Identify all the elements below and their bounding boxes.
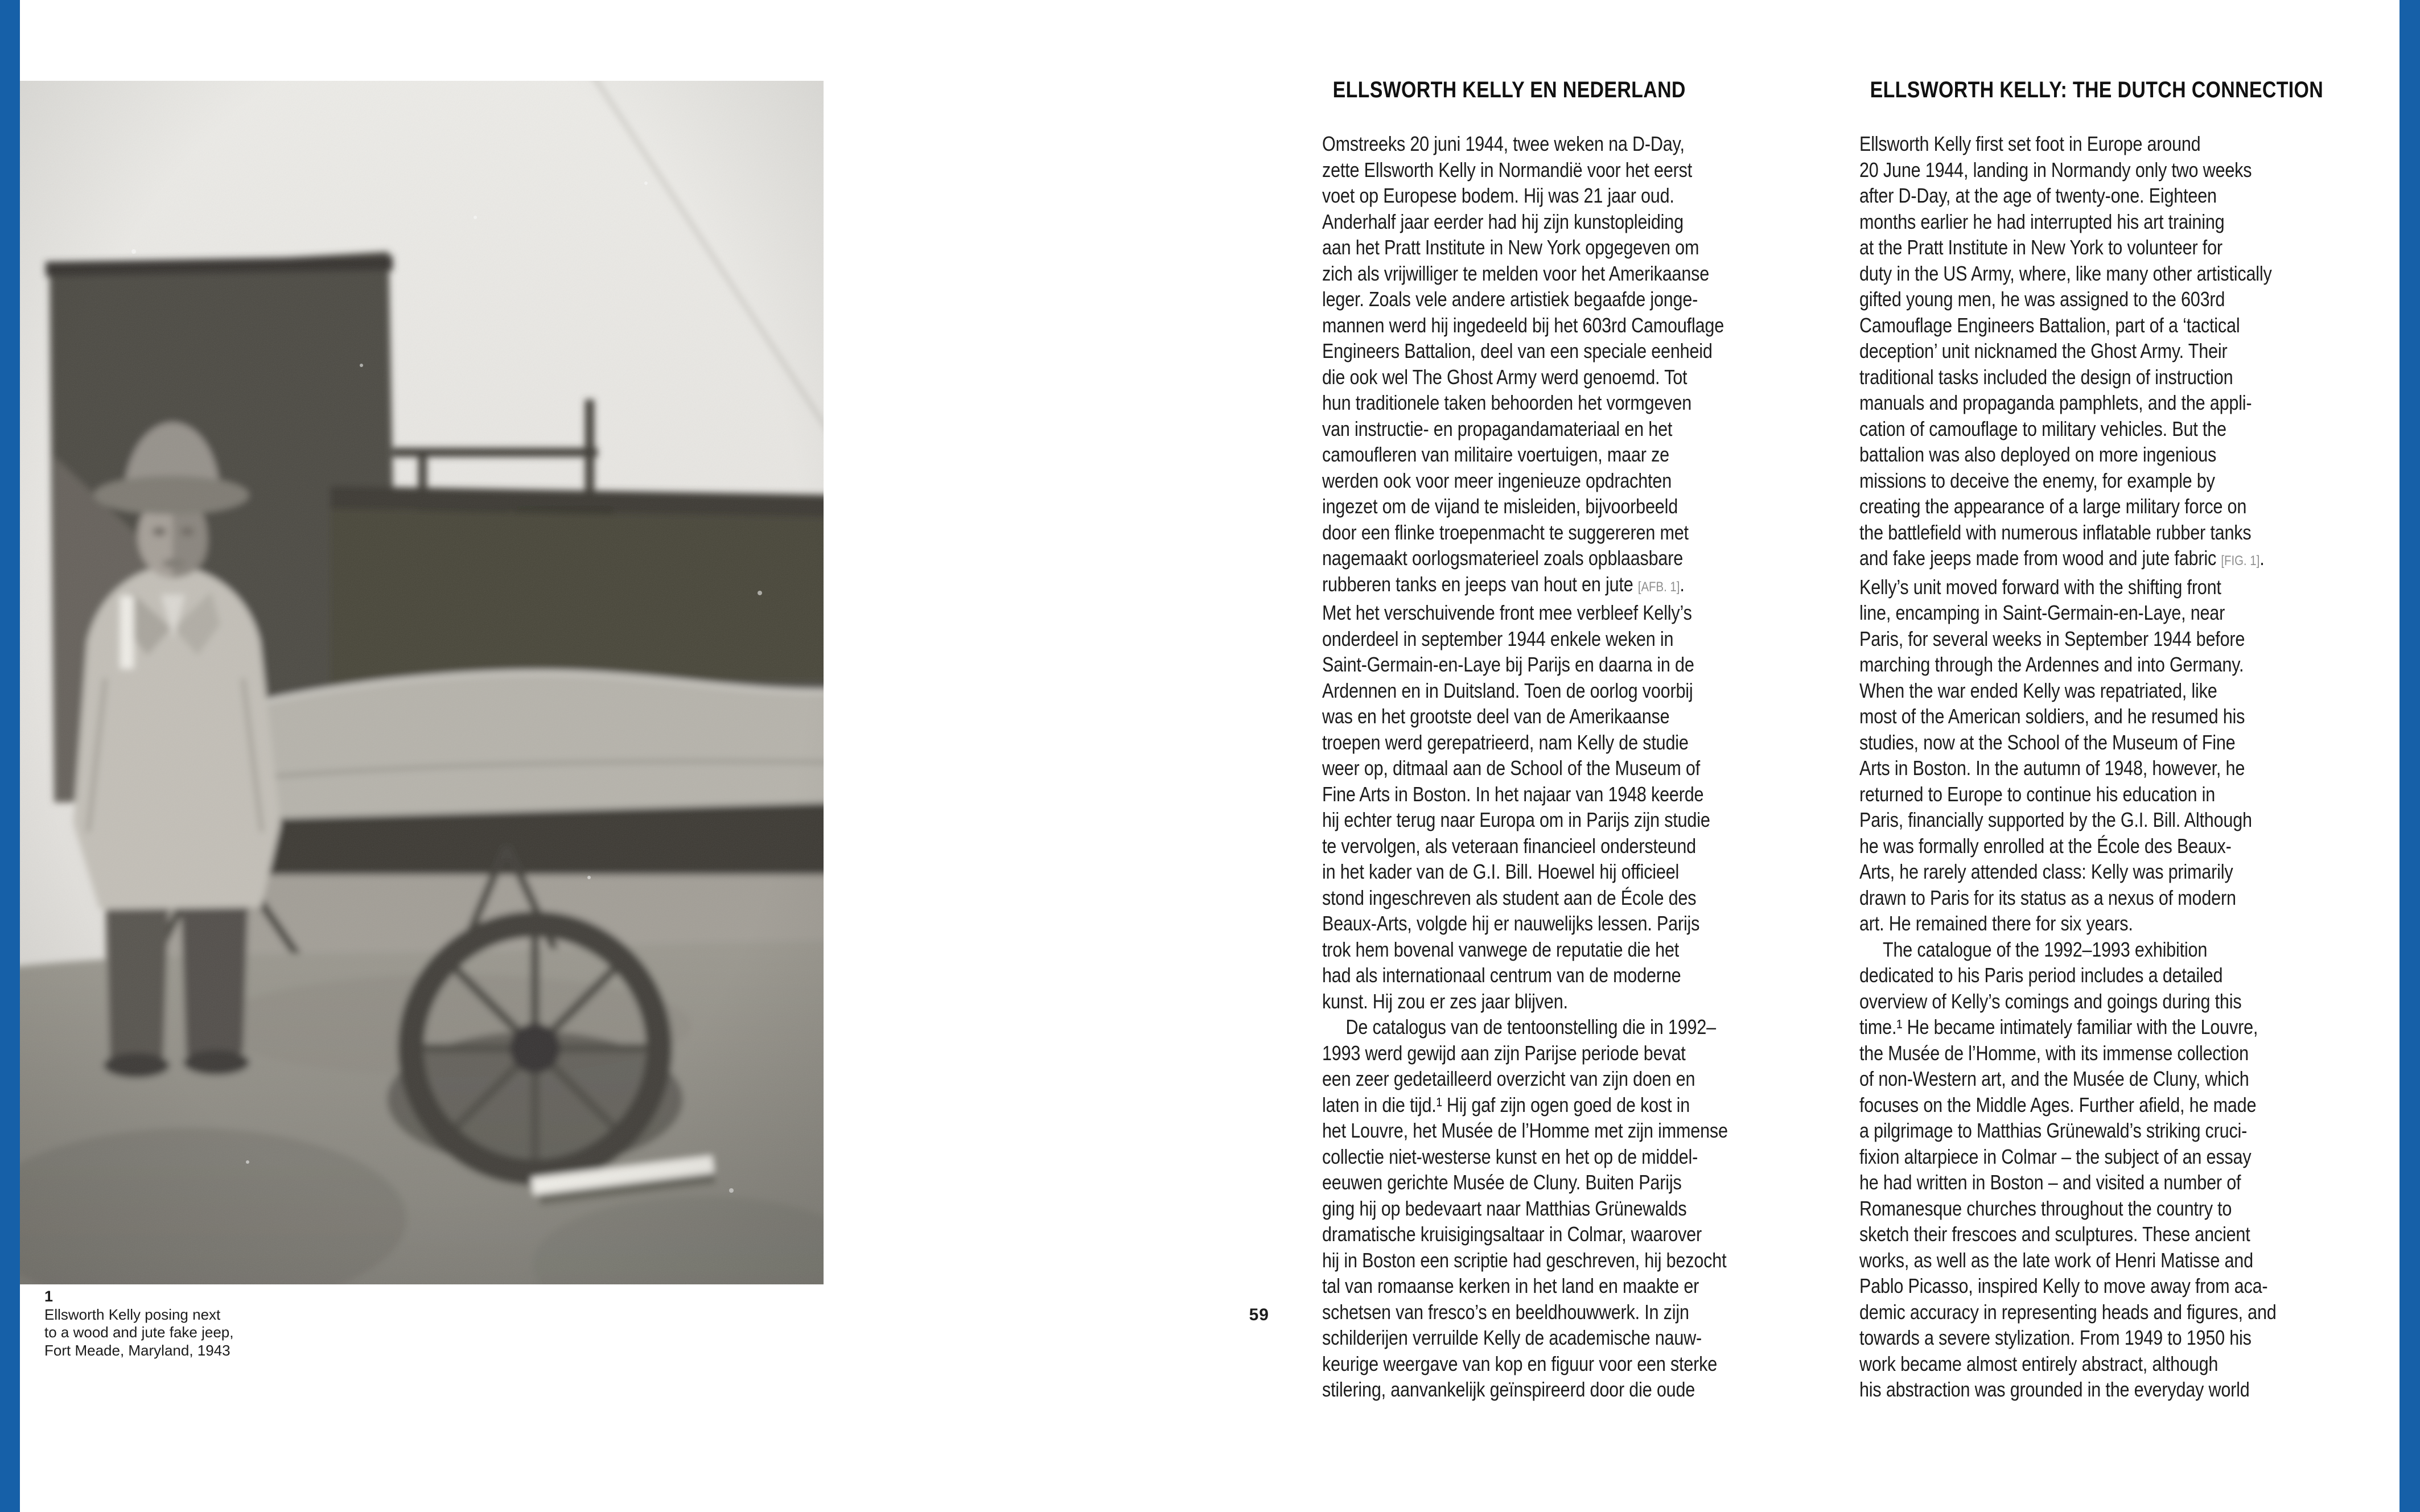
figure-reference: [FIG. 1] xyxy=(2221,553,2260,568)
dutch-text-line: 1993 werd gewijd aan zijn Parijse periode bevat xyxy=(1322,1041,1686,1065)
dutch-text-line: Anderhalf jaar eerder had hij zijn kunstopleiding xyxy=(1322,209,1684,233)
english-text-line: Arts, he rarely attended class: Kelly was primarily xyxy=(1859,860,2233,883)
english-text-line: and fake jeeps made from wood and jute fabric [FIG. 1]. xyxy=(1859,546,2265,570)
figure-reference: [AFB. 1] xyxy=(1637,579,1680,595)
english-text-line: duty in the US Army, where, like many other artistically xyxy=(1859,261,2272,285)
page-number: 59 xyxy=(1249,1305,1269,1324)
english-text-line: the Musée de l’Homme, with its immense collection xyxy=(1859,1041,2249,1065)
english-text-line: of non-Western art, and the Musée de Cluny, which xyxy=(1859,1067,2249,1090)
dutch-text-line: werden ook voor meer ingenieuze opdrachten xyxy=(1322,468,1672,492)
english-text-line: at the Pratt Institute in New York to volunteer for xyxy=(1859,236,2223,259)
dutch-text-line: die ook wel The Ghost Army werd genoemd. Tot xyxy=(1322,365,1688,389)
dutch-text-line: weer op, ditmaal aan de School of the Museum of xyxy=(1322,756,1701,780)
dutch-text-line: leger. Zoals vele andere artistiek begaafde jonge- xyxy=(1322,287,1698,311)
english-text-line: his abstraction was grounded in the everyday world xyxy=(1859,1378,2250,1401)
english-text-line: works, as well as the late work of Henri Matisse and xyxy=(1859,1248,2253,1272)
english-heading: ELLSWORTH KELLY: THE DUTCH CONNECTION xyxy=(1870,77,2324,102)
english-text-line: most of the American soldiers, and he resumed his xyxy=(1859,704,2245,728)
english-text-line: fixion altarpiece in Colmar – the subject of an essay xyxy=(1859,1144,2252,1168)
dutch-text-line: stilering, aanvankelijk geïnspireerd door die oude xyxy=(1322,1378,1695,1401)
caption-lines xyxy=(44,1306,233,1360)
english-text-line: traditional tasks included the design of instruction xyxy=(1859,365,2233,389)
dutch-text-line: eeuwen gerichte Musée de Cluny. Buiten Parijs xyxy=(1322,1171,1682,1194)
right-page-edge-accent-bar xyxy=(2400,0,2420,1512)
english-text-line: Paris, for several weeks in September 1944 before xyxy=(1859,627,2245,650)
english-text-line: deception’ unit nicknamed the Ghost Army. Their xyxy=(1859,339,2228,362)
dutch-text-line: het Louvre, het Musée de l’Homme met zijn immense xyxy=(1322,1119,1728,1142)
caption-line: Ellsworth Kelly posing next xyxy=(44,1305,221,1323)
english-text-line: focuses on the Middle Ages. Further afield, he made xyxy=(1859,1093,2257,1117)
dutch-text-line: Beaux-Arts, volgde hij er nauwelijks lessen. Parijs xyxy=(1322,912,1700,935)
photo-illustration xyxy=(20,81,824,1284)
english-text-line: The catalogue of the 1992–1993 exhibition xyxy=(1859,937,2208,961)
english-text-line: creating the appearance of a large military force on xyxy=(1859,495,2247,518)
dutch-text-line: was en het grootste deel van de Amerikaanse xyxy=(1322,704,1670,728)
dutch-text-line: stond ingeschreven als student aan de École des xyxy=(1322,885,1697,909)
english-text-line: the battlefield with numerous inflatable rubber tanks xyxy=(1859,520,2252,544)
dutch-text-line: ingezet om de vijand te misleiden, bijvoorbeeld xyxy=(1322,495,1678,518)
english-text-line: missions to deceive the enemy, for example by xyxy=(1859,468,2215,492)
dutch-text-line: door een flinke troepenmacht te suggereren met xyxy=(1322,520,1689,544)
english-text-line: When the war ended Kelly was repatriated, like xyxy=(1859,678,2217,702)
dutch-text-line: trok hem bovenal vanwege de reputatie die het xyxy=(1322,937,1680,961)
english-text-line: art. He remained there for six years. xyxy=(1859,912,2133,935)
english-text-line: overview of Kelly’s comings and goings during this xyxy=(1859,989,2242,1013)
dutch-text-line: troepen werd gerepatrieerd, nam Kelly de studie xyxy=(1322,730,1689,754)
dutch-text-line: te vervolgen, als veteraan financieel ondersteund xyxy=(1322,834,1696,858)
english-text-line: towards a severe stylization. From 1949 to 1950 his xyxy=(1859,1326,2252,1349)
photo-grain xyxy=(20,81,824,1284)
english-text-line: 20 June 1944, landing in Normandy only two weeks xyxy=(1859,158,2252,182)
dutch-text-line: onderdeel in september 1944 enkele weken in xyxy=(1322,627,1674,650)
dutch-text-line: had als internationaal centrum van de moderne xyxy=(1322,963,1681,987)
english-text-line: dedicated to his Paris period includes a detailed xyxy=(1859,963,2223,987)
dutch-text-line: voet op Europese bodem. Hij was 21 jaar oud. xyxy=(1322,184,1674,207)
column-dutch xyxy=(1322,0,1843,1403)
dutch-heading: ELLSWORTH KELLY EN NEDERLAND xyxy=(1332,77,1686,102)
english-text-line: studies, now at the School of the Museum of Fine xyxy=(1859,730,2236,754)
english-text-line: Arts in Boston. In the autumn of 1948, however, he xyxy=(1859,756,2245,780)
dutch-text-line: dramatische kruisigingsaltaar in Colmar, waarover xyxy=(1322,1222,1702,1246)
dutch-text-line: zich als vrijwilliger te melden voor het Amerikaanse xyxy=(1322,261,1710,285)
english-text-line: Ellsworth Kelly first set foot in Europe around xyxy=(1859,132,2201,155)
english-text-line: drawn to Paris for its status as a nexus of modern xyxy=(1859,885,2236,909)
dutch-text-line: mannen werd hij ingedeeld bij het 603rd Camouflage xyxy=(1322,313,1725,337)
dutch-text-line: aan het Pratt Institute in New York opgegeven om xyxy=(1322,236,1699,259)
english-text-line: cation of camouflage to military vehicles. But the xyxy=(1859,417,2226,440)
dutch-text-line: keurige weergave van kop en figuur voor een sterke xyxy=(1322,1352,1718,1375)
english-body xyxy=(1859,131,2381,1403)
dutch-text-line: laten in die tijd.¹ Hij gaf zijn ogen goed de kost in xyxy=(1322,1093,1690,1117)
english-text-line: Camouflage Engineers Battalion, part of a ‘tactical xyxy=(1859,313,2240,337)
english-text-line: months earlier he had interrupted his art training xyxy=(1859,209,2225,233)
dutch-text-line: camoufleren van militaire voertuigen, maar ze xyxy=(1322,443,1670,466)
dutch-text-line: Ardennen en in Duitsland. Toen de oorlog voorbij xyxy=(1322,678,1693,702)
dutch-text-line: hij in Boston een scriptie had geschreven, hij bezocht xyxy=(1322,1248,1727,1272)
column-english xyxy=(1859,0,2381,1403)
english-text-line: after D-Day, at the age of twenty-one. Eighteen xyxy=(1859,184,2217,207)
left-page-edge-accent-bar xyxy=(0,0,20,1512)
english-text-line: gifted young men, he was assigned to the 603rd xyxy=(1859,287,2225,311)
english-text-line: he was formally enrolled at the École des Beaux- xyxy=(1859,834,2232,858)
english-text-line: Kelly’s unit moved forward with the shifting front xyxy=(1859,575,2221,599)
english-text-line: he had written in Boston – and visited a number of xyxy=(1859,1171,2241,1194)
dutch-text-line: een zeer gedetailleerd overzicht van zijn doen en xyxy=(1322,1067,1695,1090)
dutch-text-line: nagemaakt oorlogsmaterieel zoals opblaasbare xyxy=(1322,546,1684,570)
dutch-text-line: De catalogus van de tentoonstelling die in 1992– xyxy=(1322,1015,1716,1039)
dutch-text-line: rubberen tanks en jeeps van hout en jute [AFB. 1]. xyxy=(1322,572,1685,596)
dutch-text-line: kunst. Hij zou er zes jaar blijven. xyxy=(1322,989,1568,1013)
dutch-body xyxy=(1322,131,1843,1403)
english-text-line: Paris, financially supported by the G.I. Bill. Although xyxy=(1859,808,2252,831)
dutch-text-line: ging hij op bedevaart naar Matthias Grünewalds xyxy=(1322,1196,1687,1220)
dutch-text-line: schilderijen verruilde Kelly de academische nauw- xyxy=(1322,1326,1702,1349)
dutch-text-line: hij echter terug naar Europa om in Parijs zijn studie xyxy=(1322,808,1710,831)
english-text-line: returned to Europe to continue his education in xyxy=(1859,782,2216,806)
photo-ellsworth-kelly-fake-jeep xyxy=(20,81,824,1284)
english-text-line: manuals and propaganda pamphlets, and the appli- xyxy=(1859,391,2252,414)
caption-line: Fort Meade, Maryland, 1943 xyxy=(44,1341,231,1359)
english-text-line: work became almost entirely abstract, although xyxy=(1859,1352,2219,1375)
english-text-line: line, encamping in Saint-Germain-en-Laye, near xyxy=(1859,601,2225,624)
caption-number: 1 xyxy=(44,1288,53,1305)
english-text-line: marching through the Ardennes and into Germany. xyxy=(1859,653,2244,676)
caption-line: to a wood and jute fake jeep, xyxy=(44,1324,234,1341)
english-text-line: time.¹ He became intimately familiar with the Louvre, xyxy=(1859,1015,2258,1039)
dutch-text-line: Fine Arts in Boston. In het najaar van 1948 keerde xyxy=(1322,782,1704,806)
dutch-text-line: Met het verschuivende front mee verbleef Kelly’s xyxy=(1322,601,1692,624)
english-text-line: Romanesque churches throughout the country to xyxy=(1859,1196,2232,1220)
dutch-text-line: collectie niet-westerse kunst en het op de middel- xyxy=(1322,1144,1698,1168)
dutch-text-line: schetsen van fresco’s en beeldhouwwerk. In zijn xyxy=(1322,1300,1689,1324)
dutch-text-line: hun traditionele taken behoorden het vormgeven xyxy=(1322,391,1692,414)
dutch-text-line: tal van romaanse kerken in het land en maakte er xyxy=(1322,1274,1699,1297)
english-text-line: battalion was also deployed on more ingenious xyxy=(1859,443,2217,466)
dutch-text-line: Saint-Germain-en-Laye bij Parijs en daarna in de xyxy=(1322,653,1694,676)
english-text-line: demic accuracy in representing heads and figures, and xyxy=(1859,1300,2277,1324)
dutch-text-line: in het kader van de G.I. Bill. Hoewel hij officieel xyxy=(1322,860,1680,883)
photo-caption xyxy=(44,1288,233,1359)
english-text-line: a pilgrimage to Matthias Grünewald’s striking cruci- xyxy=(1859,1119,2248,1142)
dutch-text-line: zette Ellsworth Kelly in Normandië voor het eerst xyxy=(1322,158,1693,182)
dutch-text-line: Omstreeks 20 juni 1944, twee weken na D-Day, xyxy=(1322,132,1685,155)
dutch-text-line: Engineers Battalion, deel van een speciale eenheid xyxy=(1322,339,1713,362)
english-text-line: sketch their frescoes and sculptures. These ancient xyxy=(1859,1222,2250,1246)
dutch-text-line: van instructie- en propagandamateriaal en het xyxy=(1322,417,1673,440)
english-text-line: Pablo Picasso, inspired Kelly to move away from aca- xyxy=(1859,1274,2268,1297)
